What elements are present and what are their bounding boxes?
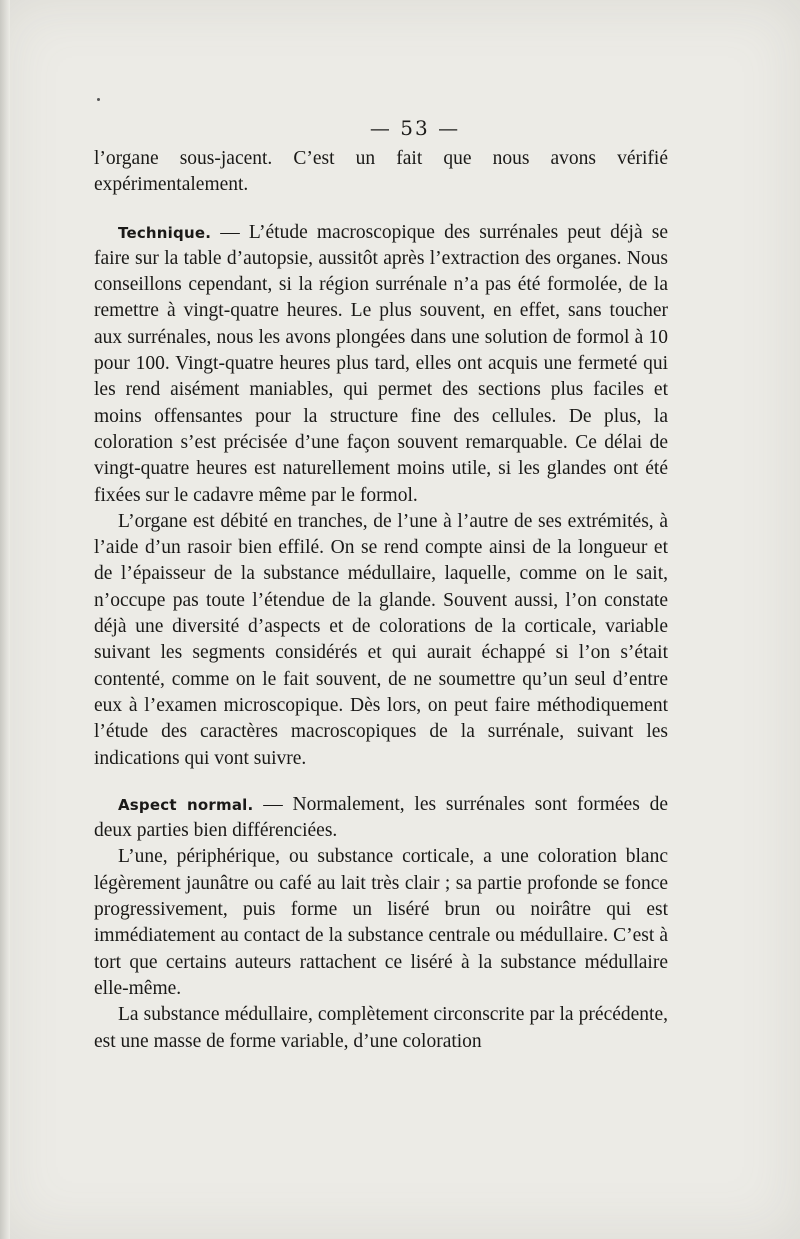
technique-text: — L’étude macroscopique des surrénales peut déjà se faire sur la table d’autopsie, aussitôt après l’extraction des organes. Nous conseillons cependant, si la région surrénale n’a pas été formolée, de la remettre à vingt-quatre heures. Le plus souvent, en effet, sans toucher aux surrénales, nous les avons plongées dans une solution de formol à 10 pour 100. Vingt-quatre heures plus tard, elles ont acquis une fermeté qui les rend aisément maniables, qui permet des sections plus faciles et moins offensantes pour la structure fine des cellules. De plus, la coloration s’est précisée d’une façon souvent remarquable. Ce délai de vingt-quatre heures est naturellement moins utile, si les glandes ont été fixées sur le cadavre même par le formol. [94, 221, 668, 506]
paragraph-continuation: l’organe sous-jacent. C’est un fait que nous avons vérifié expérimentalement. [94, 148, 668, 196]
aspect-text: — Normalement, les surrénales sont formées de deux parties bien différenciées. [94, 793, 668, 842]
paragraph-technique [94, 220, 668, 509]
body-text [94, 146, 668, 1055]
paragraph-medullary: La substance médullaire, complètement circonscrite par la précédente, est une masse de forme variable, d’une coloration [94, 1004, 668, 1052]
speck [97, 98, 100, 101]
section-heading-technique: Technique. [118, 223, 212, 242]
page-number: — 53 — [369, 116, 461, 140]
paragraph-cortical: L’une, périphérique, ou substance corticale, a une coloration blanc légèrement jaunâtre ou café au lait très clair ; sa partie profonde se fonce progressivement, puis forme un liséré brun ou noirâtre qui est immédiatement au contact de la substance centrale ou médullaire. C’est à tort que certains auteurs rattachent ce liséré à la substance médullaire elle-même. [94, 846, 668, 999]
paragraph-sectioning: L’organe est débité en tranches, de l’une à l’autre de ses extrémités, à l’aide d’un rasoir bien effilé. On se rend compte ainsi de la longueur et de l’épaisseur de la substance médullaire, laquelle, comme on le sait, n’occupe pas toute l’étendue de la glande. Souvent aussi, l’on constate déjà une diversité d’aspects et de colorations de la corticale, variable suivant les segments considérés et qui aurait échappé si l’on s’était contenté, comme on le fait souvent, de ne soumettre qu’un seul d’entre eux à l’examen microscopique. Dès lors, on peut faire méthodiquement l’étude des caractères macroscopiques de la surrénale, suivant les indications qui vont suivre. [94, 510, 668, 769]
page-edge [0, 0, 10, 1239]
paragraph-aspect-normal [94, 792, 668, 845]
section-heading-aspect-normal: Aspect normal. [118, 795, 254, 814]
